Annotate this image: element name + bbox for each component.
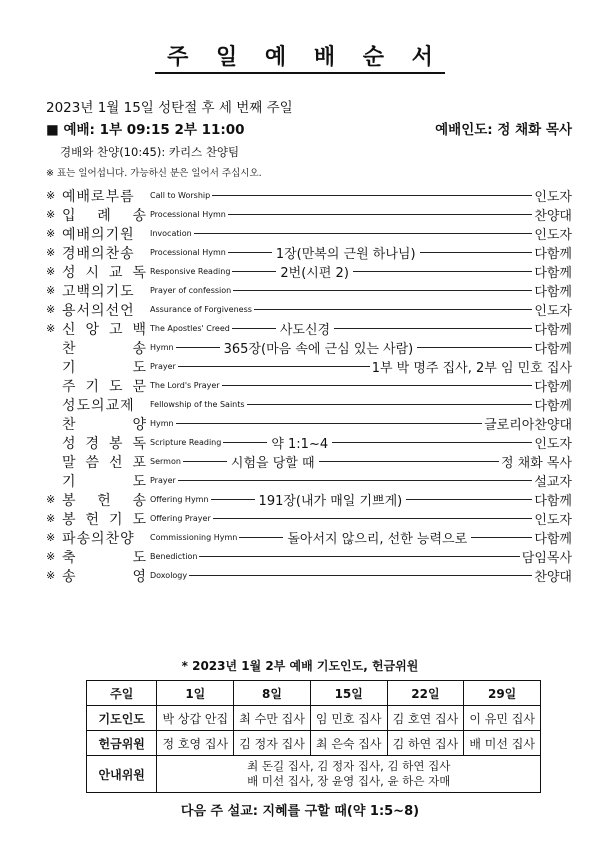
order-item-name: 성 시 교 독 (62, 264, 146, 281)
order-item-name: 봉 헌 기 도 (62, 511, 146, 528)
order-item-name: 찬 송 (62, 340, 146, 357)
order-item-english: Processional Hymn (150, 210, 226, 219)
order-item-detail: 시험을 당할 때 (230, 456, 315, 471)
leader-line (332, 442, 532, 443)
stand-mark: ※ (46, 569, 56, 582)
order-item (46, 205, 572, 224)
service-info (46, 118, 572, 138)
table-row (87, 731, 541, 756)
table-row (87, 756, 541, 793)
order-item-english: Prayer (150, 476, 176, 485)
order-item-leader: 다함께 (534, 323, 572, 338)
order-item-name: 고백의기도 (62, 283, 135, 300)
stand-mark: ※ (46, 512, 56, 525)
order-item-name: 성도의교제 (62, 397, 135, 414)
order-item-english: Prayer of confession (150, 286, 232, 295)
standing-note: ※ 표는 일어섭니다. 가능하신 분은 일어서 주십시오. (46, 168, 262, 179)
order-item-leader: 다함께 (534, 266, 572, 281)
leader-line (471, 537, 532, 538)
leader-line (178, 480, 532, 481)
order-item (46, 490, 572, 509)
order-item-name: 기 도 (62, 359, 146, 376)
order-item-leader: 찬양대 (534, 209, 572, 224)
table-cell: 배 미선 집사 (464, 731, 541, 756)
usher-line: 최 돈길 집사, 김 정자 집사, 김 하연 집사 (247, 759, 451, 773)
next-sermon: 다음 주 설교: 지혜를 구할 때(약 1:5~8) (180, 804, 420, 819)
order-item-leader: 담임목사 (521, 551, 572, 566)
order-item-detail: 약 1:1~4 (271, 437, 329, 452)
table-cell: 이 유민 집사 (464, 706, 541, 731)
page-title: 주 일 예 배 순 서 (0, 40, 600, 71)
order-item-name: 말 씀 선 포 (62, 454, 146, 471)
leader-line (319, 461, 499, 462)
leader-line (247, 404, 533, 405)
leader-line (239, 537, 283, 538)
order-item-english: Doxology (150, 571, 188, 580)
order-item-name: 입 례 송 (62, 207, 146, 224)
table-row (87, 706, 541, 731)
order-item-detail: 2번(시편 2) (280, 266, 349, 281)
order-item-leader: 다함께 (534, 532, 572, 547)
order-item-name: 예배의기원 (62, 226, 135, 243)
order-item (46, 547, 572, 566)
stand-mark: ※ (46, 189, 56, 202)
order-item (46, 376, 572, 395)
order-item-name: 예배로부름 (62, 188, 135, 205)
order-item (46, 509, 572, 528)
order-item (46, 566, 572, 585)
order-item-english: The Apostles' Creed (150, 324, 230, 333)
usher-cell (157, 756, 541, 793)
leader-line (420, 252, 533, 253)
leader-line (222, 385, 533, 386)
order-item (46, 262, 572, 281)
service-leader: 예배인도: 정 채화 목사 (435, 122, 572, 138)
order-item (46, 452, 572, 471)
stand-mark: ※ (46, 531, 56, 544)
leader-line (228, 214, 532, 215)
praise-info: 경배와 찬양(10:45): 카리스 찬양팀 (60, 145, 240, 159)
leader-line (232, 271, 276, 272)
order-item-english: Assurance of Forgiveness (150, 305, 252, 314)
order-item-leader: 다함께 (534, 247, 572, 262)
table-header-cell: 1일 (157, 681, 234, 706)
order-item-leader: 다함께 (534, 380, 572, 395)
table-cell: 김 하연 집사 (387, 731, 464, 756)
order-item (46, 433, 572, 452)
duty-table (86, 680, 541, 793)
stand-mark: ※ (46, 322, 56, 335)
leader-line (228, 252, 272, 253)
order-item-english: Offering Hymn (150, 495, 209, 504)
order-item (46, 186, 572, 205)
order-item-leader: 1부 박 명주 집사, 2부 임 민호 집사 (371, 361, 572, 376)
order-item (46, 243, 572, 262)
table-cell: 정 호영 집사 (157, 731, 234, 756)
order-item (46, 300, 572, 319)
order-item-detail: 1장(만복의 근원 하나님) (275, 247, 416, 262)
stand-mark: ※ (46, 208, 56, 221)
usher-line: 배 미선 집사, 장 윤영 집사, 윤 하은 자매 (247, 774, 451, 788)
leader-line (178, 366, 370, 367)
order-item (46, 528, 572, 547)
stand-mark: ※ (46, 493, 56, 506)
table-header-cell: 8일 (234, 681, 311, 706)
stand-mark: ※ (46, 550, 56, 563)
leader-line (254, 309, 532, 310)
order-item-name: 용서의선언 (62, 302, 135, 319)
leader-line (233, 290, 532, 291)
order-item-english: Sermon (150, 457, 181, 466)
order-item-leader: 인도자 (534, 228, 572, 243)
leader-line (213, 518, 533, 519)
order-item (46, 357, 572, 376)
leader-line (194, 233, 533, 234)
stand-mark: ※ (46, 246, 56, 259)
order-item-name: 기 도 (62, 473, 146, 490)
order-item-english: Benediction (150, 552, 198, 561)
order-item-leader: 인도자 (534, 190, 572, 205)
order-item-name: 성 경 봉 독 (62, 435, 146, 452)
order-item-name: 축 도 (62, 549, 146, 566)
order-item-detail: 사도신경 (279, 323, 331, 338)
row-label: 기도인도 (87, 706, 157, 731)
table-header-cell: 15일 (310, 681, 387, 706)
leader-line (183, 461, 227, 462)
order-item-english: Hymn (150, 343, 174, 352)
order-item-leader: 다함께 (534, 285, 572, 300)
order-item-english: Prayer (150, 362, 176, 371)
order-item-name: 주 기 도 문 (62, 378, 146, 395)
leader-line (212, 195, 532, 196)
leader-line (417, 347, 532, 348)
order-item-detail: 365장(마음 속에 근심 있는 사람) (223, 342, 414, 357)
order-item-english: Fellowship of the Saints (150, 400, 245, 409)
order-item-leader: 인도자 (534, 304, 572, 319)
table-cell: 김 호연 집사 (387, 706, 464, 731)
order-item (46, 319, 572, 338)
order-of-worship (46, 186, 572, 585)
stand-mark: ※ (46, 303, 56, 316)
order-item-detail: 돌아서지 않으리, 선한 능력으로 (287, 532, 468, 547)
order-item-english: Call to Worship (150, 191, 211, 200)
order-item-name: 신 앙 고 백 (62, 321, 146, 338)
duty-caption: * 2023년 1월 2부 예배 기도인도, 헌금위원 (181, 659, 419, 673)
order-item-english: Offering Prayer (150, 514, 211, 523)
table-header-cell: 주일 (87, 681, 157, 706)
leader-line (223, 442, 267, 443)
stand-mark: ※ (46, 265, 56, 278)
leader-line (334, 328, 532, 329)
order-item (46, 224, 572, 243)
table-cell: 임 민호 집사 (310, 706, 387, 731)
order-item-english: Commissioning Hymn (150, 533, 238, 542)
leader-line (353, 271, 532, 272)
order-item-detail: 191장(내가 매일 기쁘게) (258, 494, 403, 509)
order-item-english: Responsive Reading (150, 267, 231, 276)
order-item-leader: 다함께 (534, 399, 572, 414)
order-item-name: 봉 헌 송 (62, 492, 146, 509)
leader-line (406, 499, 532, 500)
table-header-cell: 29일 (464, 681, 541, 706)
stand-mark: ※ (46, 284, 56, 297)
order-item-leader: 글로리아찬양대 (484, 418, 572, 433)
order-item-english: Processional Hymn (150, 248, 226, 257)
order-item-english: The Lord's Prayer (150, 381, 220, 390)
leader-line (189, 575, 532, 576)
table-cell: 최 수만 집사 (234, 706, 311, 731)
leader-line (176, 423, 482, 424)
order-item (46, 338, 572, 357)
leader-line (199, 556, 519, 557)
leader-line (232, 328, 276, 329)
order-item-english: Hymn (150, 419, 174, 428)
order-item-leader: 다함께 (534, 494, 572, 509)
order-item (46, 395, 572, 414)
order-item-leader: 설교자 (534, 475, 572, 490)
order-item (46, 281, 572, 300)
order-item-leader: 찬양대 (534, 570, 572, 585)
order-item (46, 471, 572, 490)
order-item-leader: 인도자 (534, 437, 572, 452)
row-label: 안내위원 (87, 756, 157, 793)
table-cell: 김 정자 집사 (234, 731, 311, 756)
order-item-english: Invocation (150, 229, 192, 238)
table-header-row (87, 681, 541, 706)
order-item-name: 송 영 (62, 568, 146, 585)
order-item-leader: 정 채화 목사 (500, 456, 572, 471)
order-item-english: Scripture Reading (150, 438, 222, 447)
row-label: 헌금위원 (87, 731, 157, 756)
service-time: ■ 예배: 1부 09:15 2부 11:00 (46, 122, 245, 138)
order-item-name: 찬 양 (62, 416, 146, 433)
table-cell: 박 상갑 안집 (157, 706, 234, 731)
table-header-cell: 22일 (387, 681, 464, 706)
leader-line (211, 499, 255, 500)
order-item-leader: 인도자 (534, 513, 572, 528)
order-item-name: 파송의찬양 (62, 530, 135, 547)
order-item-leader: 다함께 (534, 342, 572, 357)
date-line: 2023년 1월 15일 성탄절 후 세 번째 주일 (46, 100, 293, 116)
table-cell: 최 은숙 집사 (310, 731, 387, 756)
stand-mark: ※ (46, 227, 56, 240)
leader-line (176, 347, 220, 348)
order-item-name: 경배의찬송 (62, 245, 135, 262)
order-item (46, 414, 572, 433)
